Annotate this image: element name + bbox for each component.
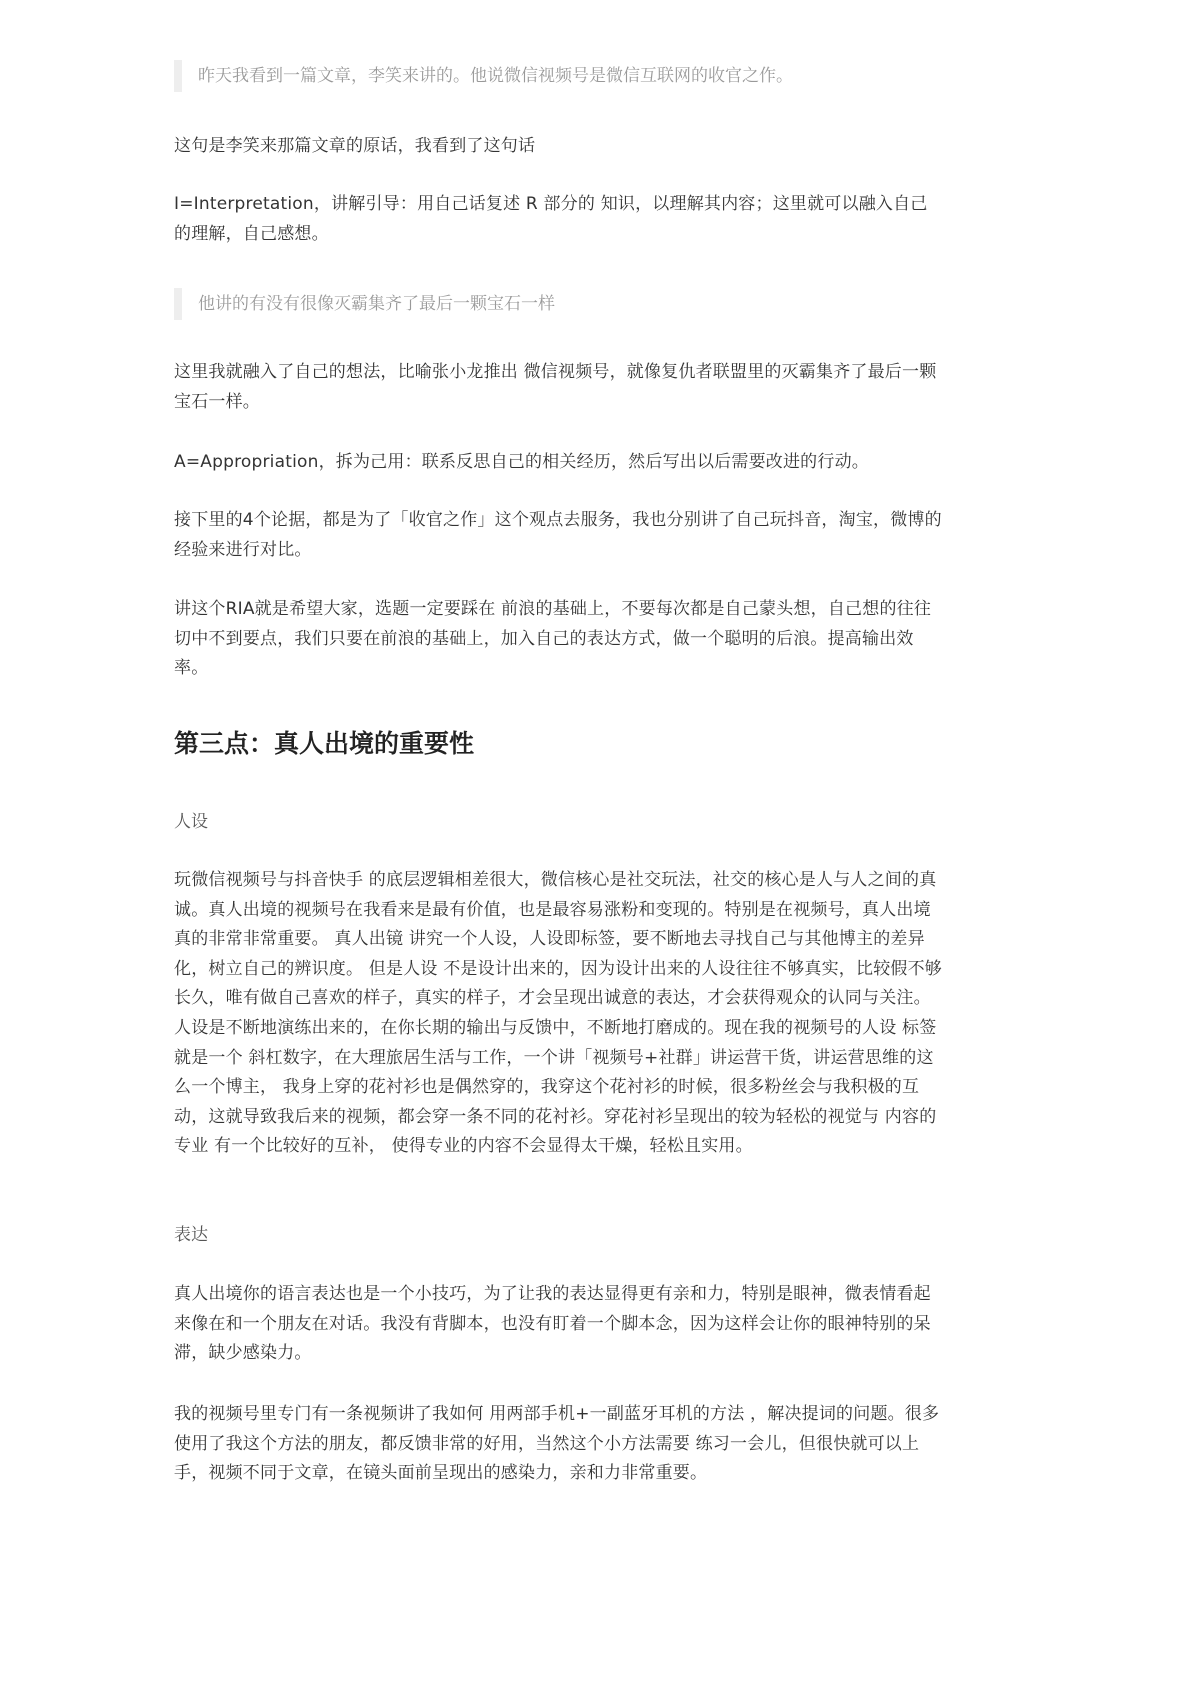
section-heading-real-person: 第三点：真人出境的重要性 <box>174 729 475 758</box>
quote-li-xiaolai <box>174 60 966 92</box>
paragraph-original-quote-note: 这句是李笑来那篇文章的原话，我看到了这句话 <box>174 136 536 156</box>
paragraph-persona: 玩微信视频号与抖音快手 的底层逻辑相差很大，微信核心是社交玩法，社交的核心是人与人之间的真诚。真人出境的视频号在我看来是最有价值，也是最容易涨粉和变现的。特别是在视频号，真人出境真的非常非常重要。 真人出镜 讲究一个人设，人设即标签，要不断地去寻找自己与其他博主的差异化，树立自己的辨识度。 但是人设 不是设计出来的，因为设计出来的人设往往不够真实，比较假不够长久，唯有做自己喜欢的样子，真实的样子，才会呈现出诚意的表达，才会获得观众的认同与关注。人设是不断地演练出来的，在你长期的输出与反馈中，不断地打磨成的。现在我的视频号的人设 标签就是一个 斜杠数字，在大理旅居生活与工作，一个讲「视频号+社群」讲运营干货，讲运营思维的这么一个博主， 我身上穿的花衬衫也是偶然穿的，我穿这个花衬衫的时候，很多粉丝会与我积极的互动，这就导致我后来的视频，都会穿一条不同的花衬衫。穿花衬衫呈现出的较为轻松的视觉与 内容的专业 有一个比较好的互补， 使得专业的内容不会显得太干燥，轻松且实用。 <box>174 870 943 1157</box>
paragraph-teleprompter-method: 我的视频号里专门有一条视频讲了我如何 用两部手机+一副蓝牙耳机的方法 ，解决提词的问题。很多使用了我这个方法的朋友，都反馈非常的好用，当然这个小方法需要 练习一会儿，但很快就可以上手，视频不同于文章，在镜头面前呈现出的感染力，亲和力非常重要。 <box>174 1404 940 1484</box>
paragraph-four-arguments: 接下里的4个论据，都是为了「收官之作」这个观点去服务，我也分别讲了自己玩抖音，淘宝，微博的经验来进行对比。 <box>174 510 942 560</box>
subheading-persona: 人设 <box>174 812 208 832</box>
quote-text: 他讲的有没有很像灭霸集齐了最后一颗宝石一样 <box>198 294 555 314</box>
paragraph-appropriation: A=Appropriation，拆为己用：联系反思自己的相关经历，然后写出以后需要改进的行动。 <box>174 452 869 472</box>
quote-thanos <box>174 288 966 320</box>
paragraph-expression: 真人出境你的语言表达也是一个小技巧，为了让我的表达显得更有亲和力，特别是眼神，微表情看起来像在和一个朋友在对话。我没有背脚本，也没有盯着一个脚本念，因为这样会让你的眼神特别的呆滞，缺少感染力。 <box>174 1284 931 1364</box>
paragraph-ria-summary: 讲这个RIA就是希望大家，选题一定要踩在 前浪的基础上，不要每次都是自己蒙头想，自己想的往往切中不到要点，我们只要在前浪的基础上，加入自己的表达方式，做一个聪明的后浪。提高输出效率。 <box>174 599 932 679</box>
paragraph-own-idea: 这里我就融入了自己的想法，比喻张小龙推出 微信视频号，就像复仇者联盟里的灭霸集齐了最后一颗宝石一样。 <box>174 362 937 412</box>
subheading-expression: 表达 <box>174 1225 208 1245</box>
paragraph-interpretation: I=Interpretation，讲解引导：用自己话复述 R 部分的 知识，以理解其内容；这里就可以融入自己的理解，自己感想。 <box>174 194 928 244</box>
quote-text: 昨天我看到一篇文章，李笑来讲的。他说微信视频号是微信互联网的收官之作。 <box>198 66 793 86</box>
